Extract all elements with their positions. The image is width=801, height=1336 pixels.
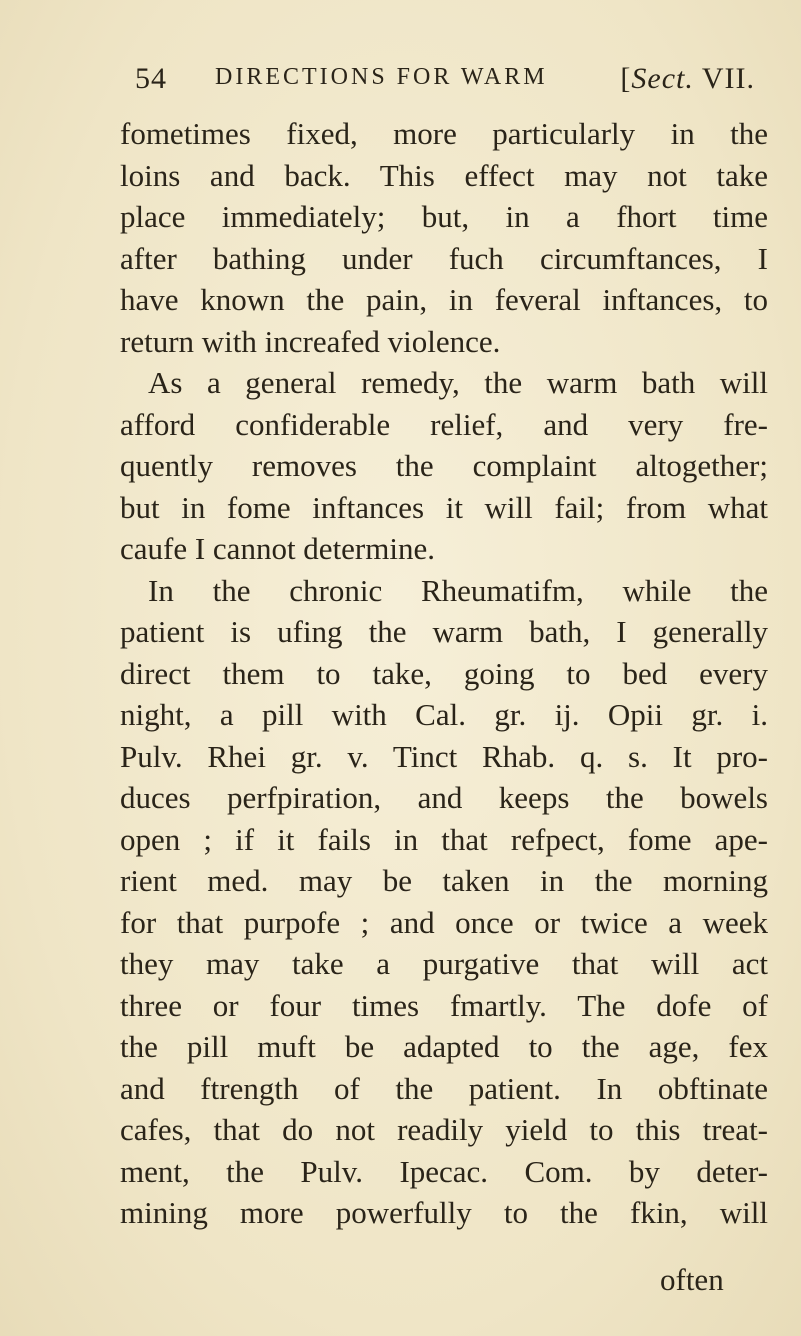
text-line: night, a pill with Cal. gr. ij. Opii gr. i.	[120, 697, 768, 732]
text-line: direct them to take, going to bed every	[120, 655, 768, 691]
catchword: often	[660, 1262, 724, 1297]
text-line: the pill muft be adapted to the age, fex	[120, 1029, 768, 1064]
text-line: As a general remedy, the warm bath will	[148, 365, 768, 400]
text-line: mining more powerfully to the fkin, will	[120, 1195, 768, 1230]
text-line: they may take a purgative that will act	[120, 946, 768, 981]
text-line: loins and back. This effect may not take	[120, 157, 768, 193]
text-line: open ; if it fails in that refpect, fome ape-	[120, 821, 768, 857]
text-line: three or four times fmartly. The dofe of	[120, 987, 768, 1023]
text-line: Pulv. Rhei gr. v. Tinct Rhab. q. s. It pro-	[120, 738, 768, 774]
text-line: return with increafed violence.	[120, 323, 501, 359]
text-line: duces perfpiration, and keeps the bowels	[120, 780, 768, 815]
text-line: afford confiderable relief, and very fre-	[120, 406, 768, 442]
text-line: ment, the Pulv. Ipecac. Com. by deter-	[120, 1153, 768, 1189]
body-text	[120, 113, 768, 1234]
text-line: place immediately; but, in a fhort time	[120, 199, 768, 234]
text-line: fometimes fixed, more particularly in the	[120, 116, 768, 151]
text-line: and ftrength of the patient. In obftinate	[120, 1070, 768, 1106]
text-line: rient med. may be taken in the morning	[120, 863, 768, 898]
text-line: have known the pain, in feveral inftances, to	[120, 282, 768, 317]
text-line: caufe I cannot determine.	[120, 531, 435, 566]
text-line: but in fome inftances it will fail; from what	[120, 489, 768, 525]
text-line: patient is ufing the warm bath, I generally	[120, 614, 768, 649]
section-reference: [Sect. VII.	[620, 62, 755, 95]
page-number: 54	[135, 62, 167, 95]
text-line: for that purpofe ; and once or twice a week	[120, 904, 768, 940]
text-line: quently removes the complaint altogether;	[120, 448, 768, 483]
page-header	[135, 62, 755, 102]
running-head: DIRECTIONS FOR WARM	[215, 64, 548, 90]
text-line: cafes, that do not readily yield to this treat-	[120, 1112, 768, 1147]
text-line: after bathing under fuch circumftances, I	[120, 240, 768, 276]
text-line: In the chronic Rheumatifm, while the	[148, 572, 768, 608]
